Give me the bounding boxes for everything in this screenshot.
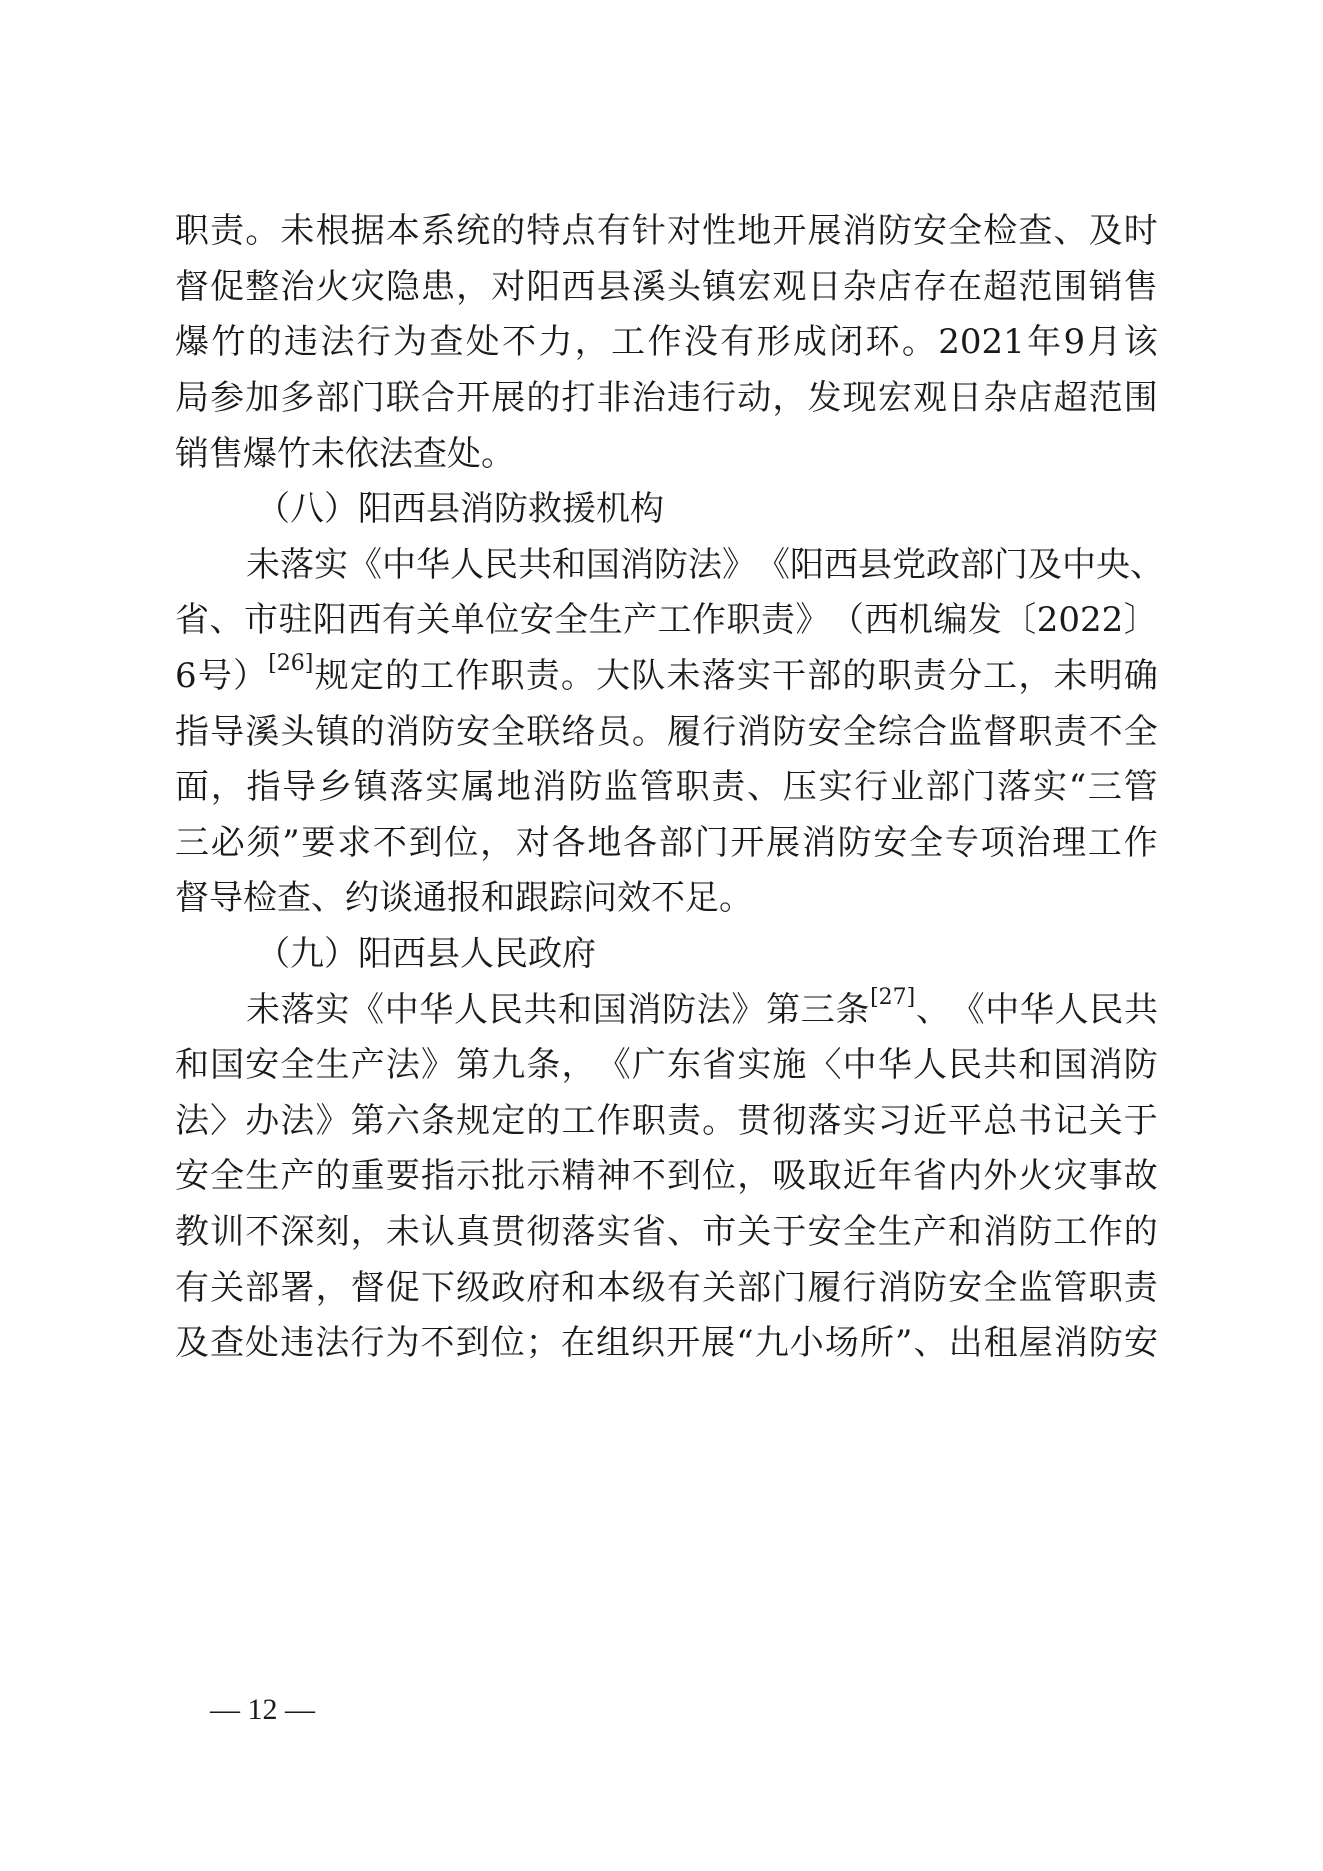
text-line: 教 训 不 深 刻 ， 未 认 真 贯 彻 落 实 省 、 市 关 于 安 全 生 产 和 消 防 工 作 的 [175, 1212, 1158, 1252]
text-line: 6 号 ） [26] 规 定 的 工 作 职 责 。 大 队 未 落 实 干 部 的 职 责 分 工 ， 未 明 确 [175, 651, 1158, 696]
text-line: 未 落 实 《 中 华 人 民 共 和 国 消 防 法 》 《 阳 西 县 党 政 部 门 及 中 央 、 [246, 545, 1164, 585]
text-line: 销售爆竹未依法查处。 [175, 434, 515, 474]
text-line: 及 查 处 违 法 行 为 不 到 位 ； 在 组 织 开 展 “ 九 小 场 所 ” 、 出 租 屋 消 防 安 [175, 1323, 1158, 1363]
text-line: 指 导 溪 头 镇 的 消 防 安 全 联 络 员 。 履 行 消 防 安 全 综 合 监 督 职 责 不 全 [175, 712, 1158, 752]
text-line: 有 关 部 署 ， 督 促 下 级 政 府 和 本 级 有 关 部 门 履 行 消 防 安 全 监 管 职 责 [175, 1268, 1158, 1308]
text-line: 爆 竹 的 违 法 行 为 查 处 不 力 ， 工 作 没 有 形 成 闭 环 。 2021 年 9 月 该 [175, 322, 1158, 362]
text-line: 省 、 市 驻 阳 西 有 关 单 位 安 全 生 产 工 作 职 责 》 （ 西 机 编 发 〔 2022 〕 [175, 600, 1158, 640]
text-line: 局 参 加 多 部 门 联 合 开 展 的 打 非 治 违 行 动 ， 发 现 宏 观 日 杂 店 超 范 围 [175, 378, 1158, 418]
section-heading: （九）阳西县人民政府 [256, 934, 596, 974]
text-line: 安 全 生 产 的 重 要 指 示 批 示 精 神 不 到 位 ， 吸 取 近 年 省 内 外 火 灾 事 故 [175, 1156, 1158, 1196]
page-number: — 12 — [210, 1693, 315, 1726]
text-line: 和 国 安 全 生 产 法 》 第 九 条 ， 《 广 东 省 实 施 〈 中 华 人 民 共 和 国 消 防 [175, 1045, 1158, 1085]
text-line: 督导检查、约谈通报和跟踪问效不足。 [175, 878, 753, 918]
text-line: 法 〉 办 法 》 第 六 条 规 定 的 工 作 职 责 。 贯 彻 落 实 习 近 平 总 书 记 关 于 [175, 1101, 1158, 1141]
text-line: 职 责 。 未 根 据 本 系 统 的 特 点 有 针 对 性 地 开 展 消 防 安 全 检 查 、 及 时 [175, 211, 1158, 251]
text-line: 未 落 实 《 中 华 人 民 共 和 国 消 防 法 》 第 三 条 [27] 、 《 中 华 人 民 共 [246, 985, 1158, 1030]
text-line: 三 必 须 ” 要 求 不 到 位 ， 对 各 地 各 部 门 开 展 消 防 安 全 专 项 治 理 工 作 [175, 823, 1158, 863]
text-line: 督 促 整 治 火 灾 隐 患 ， 对 阳 西 县 溪 头 镇 宏 观 日 杂 店 存 在 超 范 围 销 售 [175, 267, 1158, 307]
section-heading: （八）阳西县消防救援机构 [256, 489, 664, 529]
text-line: 面 ， 指 导 乡 镇 落 实 属 地 消 防 监 管 职 责 、 压 实 行 业 部 门 落 实 “ 三 管 [175, 767, 1158, 807]
